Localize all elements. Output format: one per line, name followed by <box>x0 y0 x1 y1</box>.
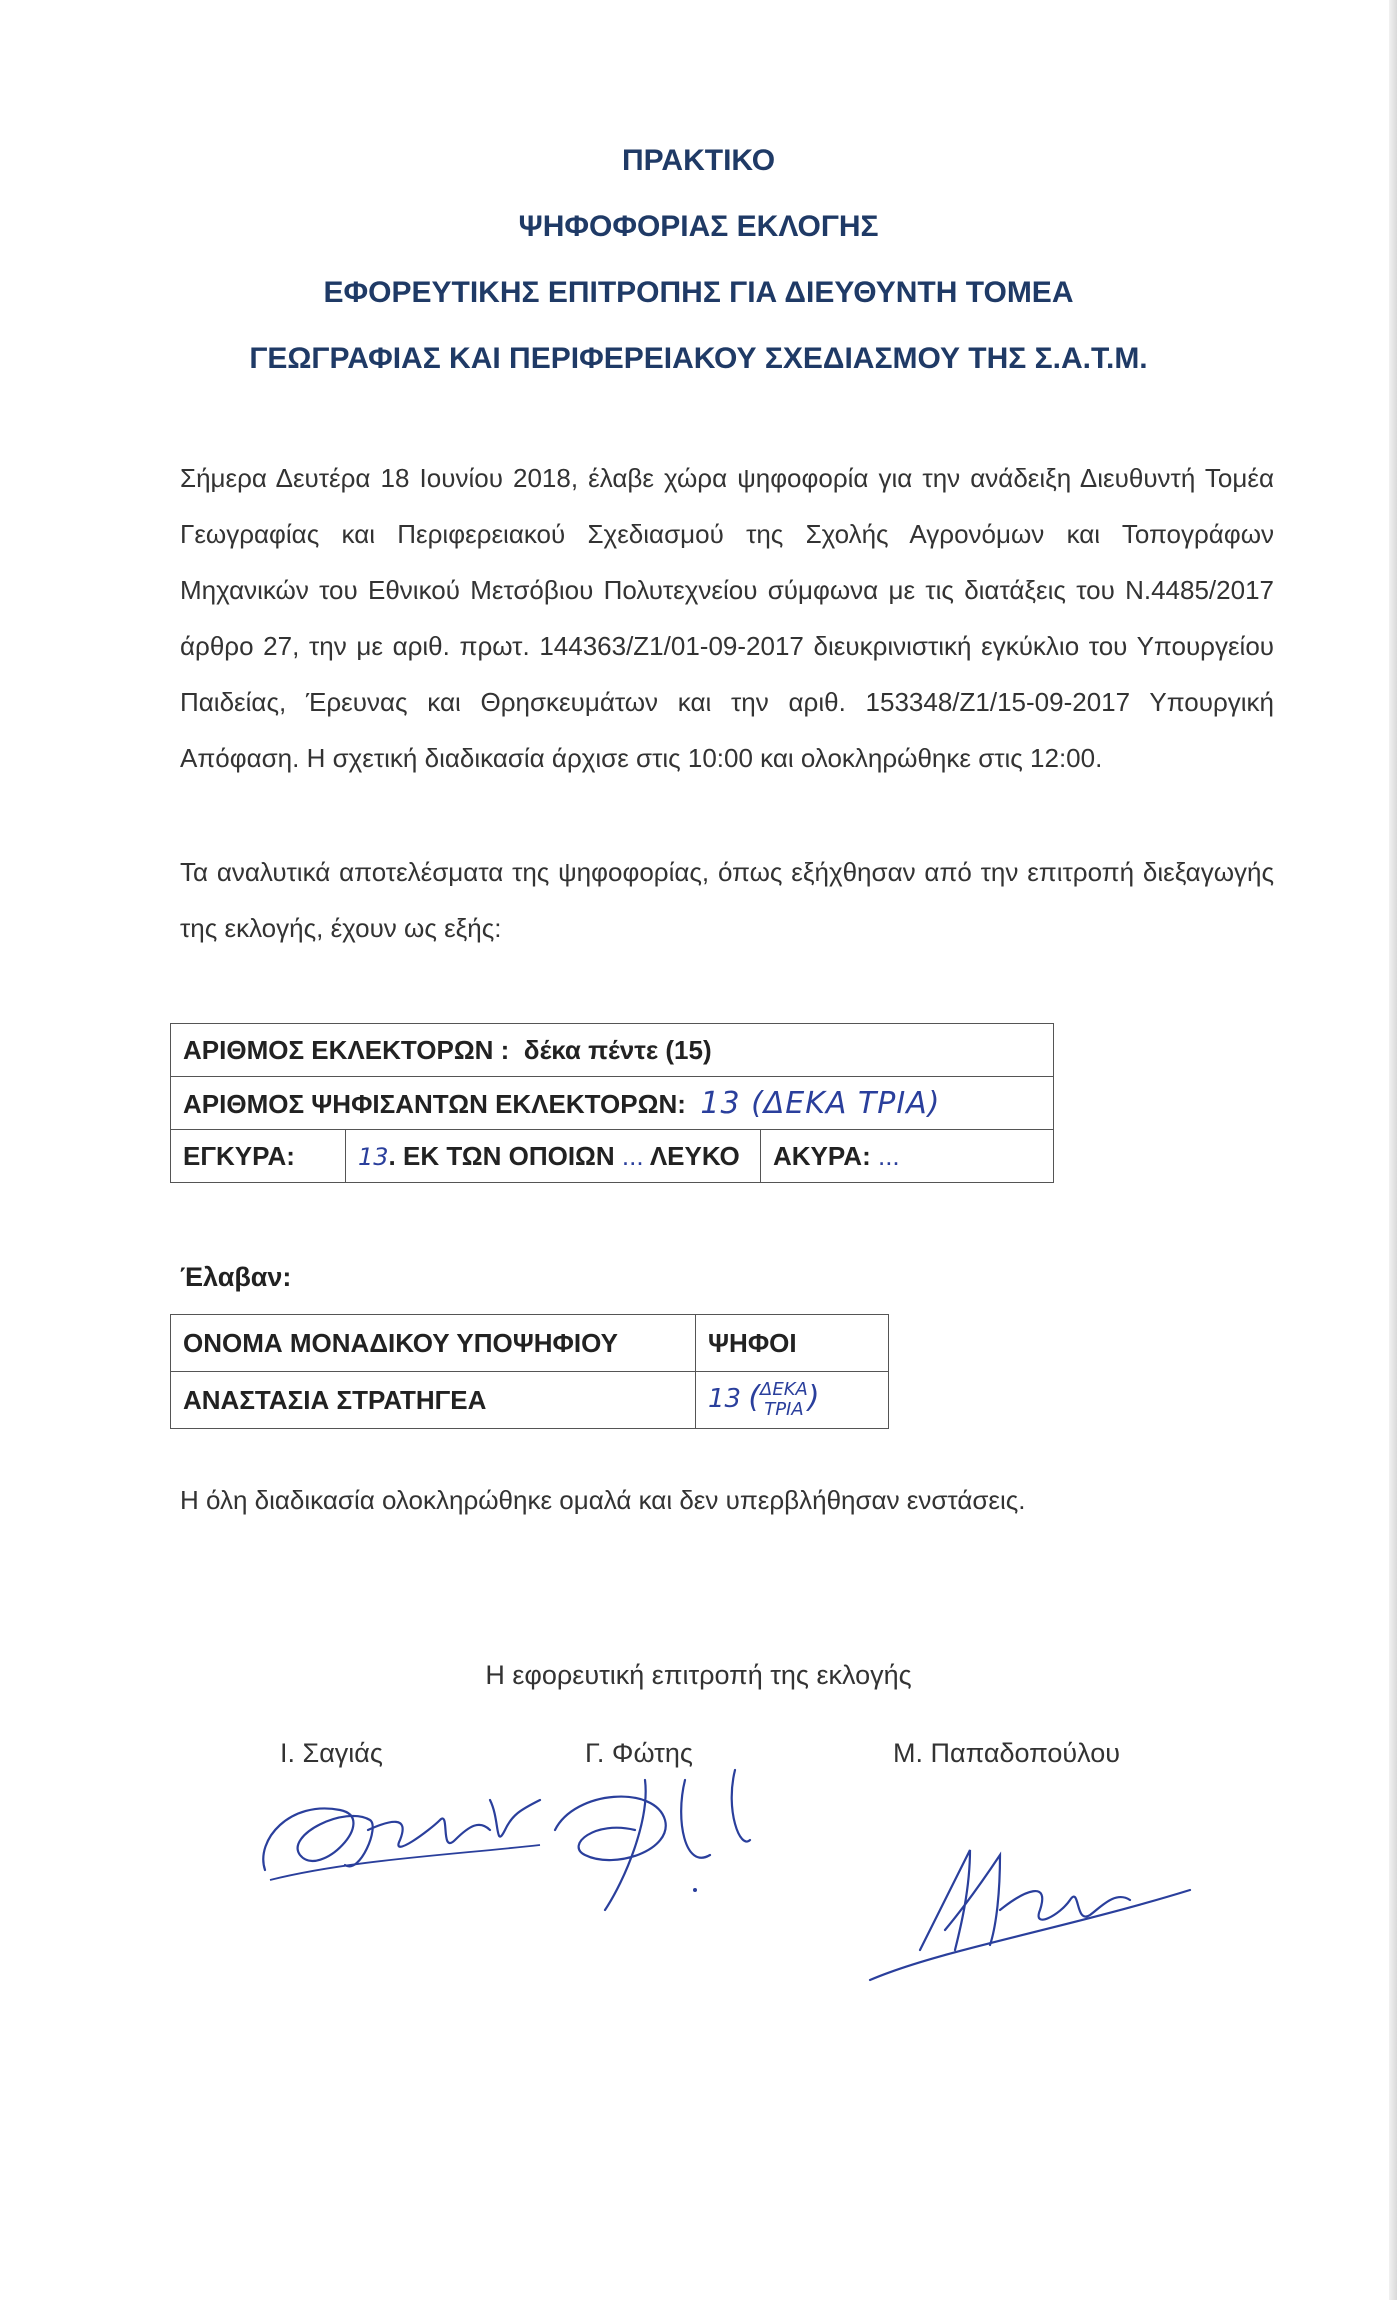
header-name: ΟΝΟΜΑ ΜΟΝΑΔΙΚΟΥ ΥΠΟΨΗΦΙΟΥ <box>171 1315 696 1372</box>
document-title <box>0 128 1397 392</box>
electors-value: δέκα πέντε (15) <box>523 1034 712 1065</box>
candidate-votes: 13 (ΔΕΚΑ ΤΡΙΑ ) <box>696 1372 889 1429</box>
electors-cell <box>171 1024 1054 1077</box>
signer-name-2: Γ. Φώτης <box>585 1738 693 1768</box>
electors-row <box>171 1024 1054 1077</box>
valid-label: ΕΓΚΥΡΑ: <box>183 1140 295 1171</box>
invalid-cell <box>761 1130 1054 1183</box>
invalid-label: ΑΚΥΡΑ: <box>773 1140 871 1171</box>
committee-label: Η εφορευτική επιτροπή της εκλογής <box>485 1660 912 1690</box>
title-line-2: ΨΗΦΟΦΟΡΙΑΣ ΕΚΛΟΓΗΣ <box>518 210 879 243</box>
signer-name-3: Μ. Παπαδοπούλου <box>893 1738 1121 1768</box>
signer-name-1: Ι. Σαγιάς <box>280 1738 383 1768</box>
valid-row <box>171 1130 1054 1183</box>
of-which-label: . ΕΚ ΤΩΝ ΟΠΟΙΩΝ <box>388 1140 615 1171</box>
signature-3 <box>860 1830 1200 1990</box>
signature-1 <box>250 1760 550 1900</box>
voted-row <box>171 1077 1054 1130</box>
candidate-row <box>171 1372 889 1429</box>
title-line-3: ΕΦΟΡΕΥΤΙΚΗΣ ΕΠΙΤΡΟΠΗΣ ΓΙΑ ΔΙΕΥΘΥΝΤΗ ΤΟΜΕΑ <box>323 276 1074 309</box>
invalid-dots: ... <box>877 1140 900 1171</box>
valid-value-cell <box>346 1130 761 1183</box>
signature-2 <box>535 1760 775 1920</box>
candidate-votes-words-1: ΔΕΚΑ <box>760 1379 808 1401</box>
candidate-votes-number: 13 <box>708 1383 742 1414</box>
intro-paragraph: Σήμερα Δευτέρα 18 Ιουνίου 2018, έλαβε χώρα ψηφοφορία για την ανάδειξη Διευθυντή Τομέα Γεωγραφίας και Περιφερειακού Σχεδιασμού της Σχολής Αγρονόμων και Τοπογράφων Μηχανικών του Εθνικού Μετσόβιου Πολυτεχνείου σύμφωνα με τις διατάξεις του Ν.4485/2017 άρθρο 27, την με αριθ. πρωτ. 144363/Ζ1/01-09-2017 διευκρινιστική εγκύκλιο του Υπουργείου Παιδείας, Έρευνας και Θρησκευμάτων και την αριθ. 153348/Ζ1/15-09-2017 Υπουργική Απόφαση. Η σχετική διαδικασία άρχισε στις 10:00 και ολοκληρώθηκε στις 12:00. <box>180 463 1274 773</box>
blank-label: ΛΕΥΚΟ <box>649 1140 740 1171</box>
results-intro-paragraph: Τα αναλυτικά αποτελέσματα της ψηφοφορίας, όπως εξήχθησαν από την επιτροπή διεξαγωγής της εκλογής, έχουν ως εξής: <box>180 857 1274 943</box>
received-label: Έλαβαν: <box>180 1262 292 1292</box>
header-votes: ΨΗΦΟΙ <box>696 1315 889 1372</box>
title-line-1: ΠΡΑΚΤΙΚΟ <box>621 144 776 177</box>
valid-label-cell <box>171 1130 346 1183</box>
candidate-votes-words <box>760 1380 808 1420</box>
candidates-header-row <box>171 1315 889 1372</box>
electors-table <box>170 1023 1054 1183</box>
voted-cell <box>171 1077 1054 1130</box>
voted-label: ΑΡΙΘΜΟΣ ΨΗΦΙΣΑΝΤΩΝ ΕΚΛΕΚΤΟΡΩΝ: <box>183 1088 686 1119</box>
candidate-votes-words-2: ΤΡΙΑ <box>764 1399 804 1421</box>
candidates-table <box>170 1314 889 1429</box>
valid-handwritten: 13 <box>358 1142 389 1171</box>
voted-handwritten: 13 (ΔΕΚΑ ΤΡΙΑ) <box>700 1085 941 1121</box>
candidate-name: ΑΝΑΣΤΑΣΙΑ ΣΤΡΑΤΗΓΕΑ <box>171 1372 696 1429</box>
closing-statement: Η όλη διαδικασία ολοκληρώθηκε ομαλά και δεν υπερβλήθησαν ενστάσεις. <box>180 1485 1026 1515</box>
electors-label: ΑΡΙΘΜΟΣ ΕΚΛΕΚΤΟΡΩΝ : <box>183 1034 510 1065</box>
title-line-4: ΓΕΩΓΡΑΦΙΑΣ ΚΑΙ ΠΕΡΙΦΕΡΕΙΑΚΟΥ ΣΧΕΔΙΑΣΜΟΥ ΤΗΣ Σ.Α.Τ.Μ. <box>249 342 1148 375</box>
blank-dots: ... <box>621 1140 644 1171</box>
